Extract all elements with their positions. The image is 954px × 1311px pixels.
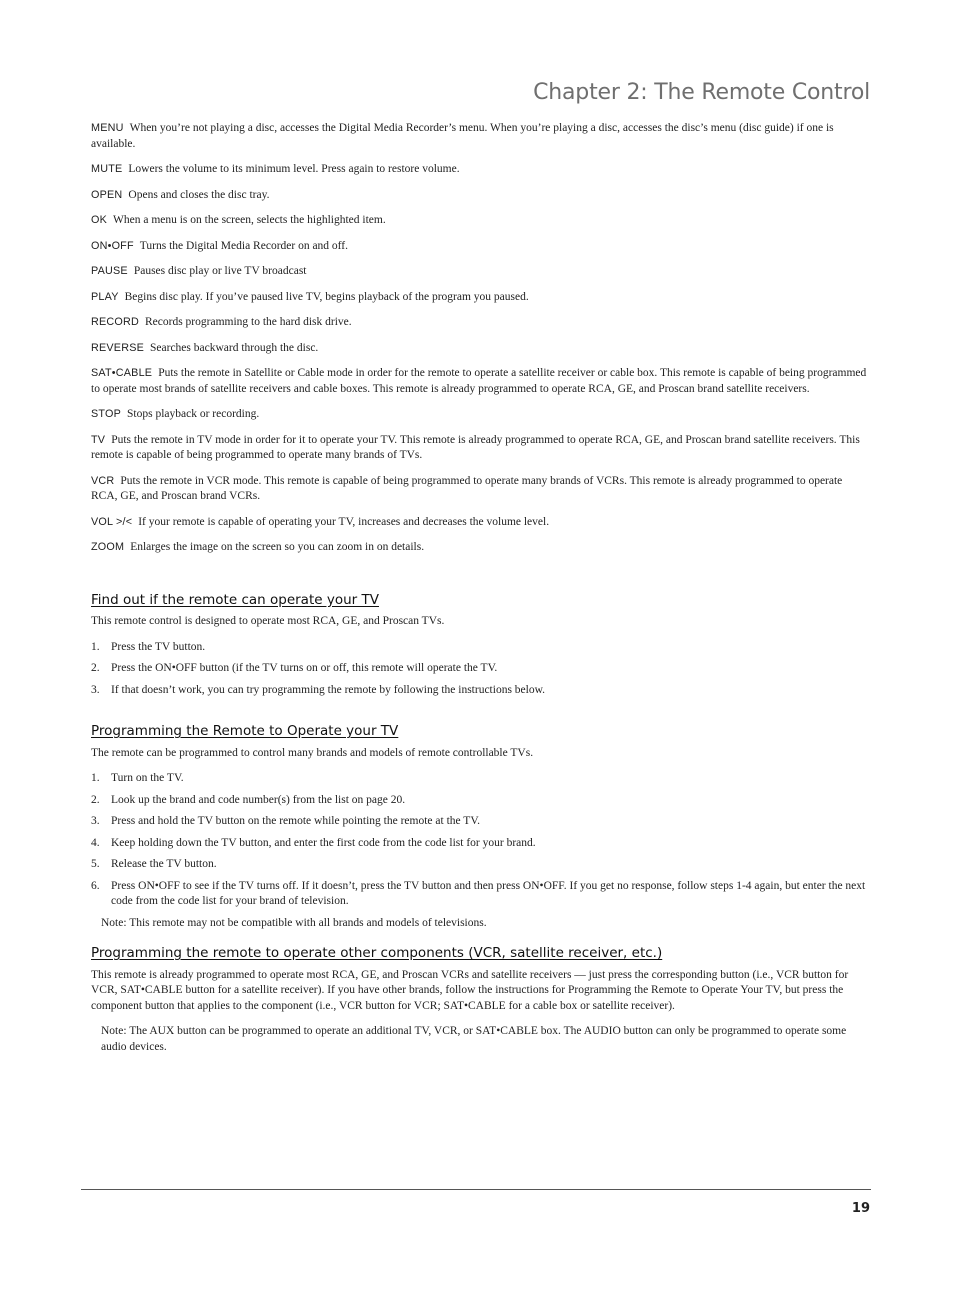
definition-term: OPEN bbox=[91, 188, 123, 201]
definition-text: Puts the remote in TV mode in order for it to operate your TV. This remote is already programmed to operate RCA, GE, and Proscan brand satellite receivers. This remote is capable of being programmed to operate many brands of TVs. bbox=[91, 433, 860, 461]
step-text: Press and hold the TV button on the remote while pointing the remote at the TV. bbox=[111, 815, 481, 827]
definition-text: Opens and closes the disc tray. bbox=[128, 188, 270, 201]
list-item bbox=[91, 836, 870, 852]
definition-stop bbox=[91, 407, 870, 423]
section-intro: The remote can be programmed to control many brands and models of remote controllable TVs. bbox=[91, 746, 534, 759]
definition-term: STOP bbox=[91, 408, 122, 420]
step-number: 6. bbox=[91, 879, 100, 892]
note: Note: The AUX button can be programmed to operate an additional TV, VCR, or SAT•CABLE box. The AUDIO button can only be programmed to operate some audio devices. bbox=[101, 1025, 847, 1053]
list-item bbox=[91, 771, 870, 787]
definition-text: When you’re not playing a disc, accesses the Digital Media Recorder’s menu. When you’re playing a disc, accesses the disc’s menu (disc guide) if one is available. bbox=[91, 122, 834, 150]
definition-play bbox=[91, 290, 870, 306]
step-number: 3. bbox=[91, 815, 100, 827]
list-item bbox=[91, 661, 870, 677]
definition-term: PLAY bbox=[91, 290, 119, 303]
list-item bbox=[91, 879, 870, 910]
definition-text: Puts the remote in Satellite or Cable mode in order for the remote to operate a satellite receiver or cable box. This remote is capable of being programmed to operate most brands of satellite receivers and cable boxes. This remote is already programmed to operate RCA, GE, and Proscan brand satellite receivers. bbox=[91, 367, 867, 395]
step-text: If that doesn’t work, you can try programming the remote by following the instructions below. bbox=[111, 683, 546, 696]
page-content bbox=[91, 121, 870, 1065]
definition-sat-cable bbox=[91, 366, 870, 397]
definition-vcr bbox=[91, 474, 870, 505]
step-number: 5. bbox=[91, 858, 100, 870]
definition-on-off bbox=[91, 239, 870, 255]
definition-term: MENU bbox=[91, 122, 124, 134]
definition-term: TV bbox=[91, 433, 106, 446]
list-item bbox=[91, 640, 870, 656]
definition-term: REVERSE bbox=[91, 341, 145, 354]
step-number: 4. bbox=[91, 836, 100, 849]
footer-divider bbox=[81, 1189, 871, 1190]
list-item bbox=[91, 793, 870, 809]
definition-text: Lowers the volume to its minimum level. Press again to restore volume. bbox=[128, 163, 460, 175]
definition-term: VOL >/< bbox=[91, 515, 133, 528]
step-text: Keep holding down the TV button, and enter the first code from the code list for your brand. bbox=[111, 836, 536, 849]
definition-text: When a menu is on the screen, selects the highlighted item. bbox=[113, 214, 386, 226]
step-text: Press the TV button. bbox=[111, 640, 206, 653]
definition-text: Begins disc play. If you’ve paused live TV, begins playback of the program you paused. bbox=[124, 290, 529, 303]
definition-term: PAUSE bbox=[91, 265, 128, 277]
section-title-other-components: Programming the remote to operate other components (VCR, satellite receiver, etc.) bbox=[91, 945, 663, 961]
step-text: Look up the brand and code number(s) from the list on page 20. bbox=[111, 793, 406, 806]
definition-text: If your remote is capable of operating your TV, increases and decreases the volume level. bbox=[138, 515, 550, 528]
step-text: Release the TV button. bbox=[111, 858, 217, 870]
definition-record bbox=[91, 315, 870, 331]
step-number: 2. bbox=[91, 793, 100, 806]
definition-text: Stops playback or recording. bbox=[127, 408, 260, 420]
definition-term: VCR bbox=[91, 474, 115, 487]
step-number: 2. bbox=[91, 662, 100, 674]
section-title-programming-tv: Programming the Remote to Operate your TV bbox=[91, 723, 399, 739]
section-body: This remote is already programmed to operate most RCA, GE, and Proscan VCRs and satellite receivers — just press the corresponding button (i.e., VCR button for VCR, SAT•CABLE button for a satellite receiver). If you have other brands, follow the instructions for Programming the Remote to Operate Your TV, but press the component button that applies to the component (i.e., VCR button for VCR; SAT•CABLE for a cable box or satellite receiver). bbox=[91, 968, 849, 1012]
step-text: Turn on the TV. bbox=[111, 772, 184, 784]
steps-list bbox=[91, 771, 870, 910]
button-definitions bbox=[91, 121, 870, 556]
page-number: 19 bbox=[851, 1201, 870, 1216]
definition-term: RECORD bbox=[91, 316, 139, 328]
definition-text: Searches backward through the disc. bbox=[150, 341, 319, 354]
definition-text: Puts the remote in VCR mode. This remote is capable of being programmed to operate many brands of VCRs. This remote is already programmed to operate RCA, GE, and Proscan brand VCRs. bbox=[91, 474, 843, 502]
step-text: Press the ON•OFF button (if the TV turns on or off, this remote will operate the TV. bbox=[111, 662, 498, 674]
definition-tv bbox=[91, 433, 870, 464]
step-number: 3. bbox=[91, 683, 100, 696]
definition-term: OK bbox=[91, 214, 107, 226]
definition-ok bbox=[91, 213, 870, 229]
chapter-title: Chapter 2: The Remote Control bbox=[533, 80, 870, 105]
list-item bbox=[91, 814, 870, 830]
steps-list bbox=[91, 640, 870, 699]
definition-term: MUTE bbox=[91, 163, 123, 175]
definition-open bbox=[91, 188, 870, 204]
definition-text: Pauses disc play or live TV broadcast bbox=[133, 265, 307, 277]
definition-pause bbox=[91, 264, 870, 280]
definition-text: Turns the Digital Media Recorder on and off. bbox=[139, 239, 349, 252]
definition-term: ZOOM bbox=[91, 541, 125, 553]
definition-text: Enlarges the image on the screen so you can zoom in on details. bbox=[130, 541, 425, 553]
definition-text: Records programming to the hard disk drive. bbox=[145, 316, 352, 328]
note: Note: This remote may not be compatible with all brands and models of televisions. bbox=[101, 916, 487, 929]
list-item bbox=[91, 857, 870, 873]
definition-mute bbox=[91, 162, 870, 178]
step-number: 1. bbox=[91, 772, 100, 784]
section-title-find-out: Find out if the remote can operate your TV bbox=[91, 591, 379, 608]
definition-term: SAT•CABLE bbox=[91, 367, 153, 379]
definition-vol bbox=[91, 515, 870, 531]
section-intro: This remote control is designed to operate most RCA, GE, and Proscan TVs. bbox=[91, 615, 445, 627]
step-text: Press ON•OFF to see if the TV turns off. If it doesn’t, press the TV button and then press ON•OFF. If you get no response, follow steps 1-4 again, but enter the next code from the code list for your brand of television. bbox=[111, 879, 866, 907]
definition-zoom bbox=[91, 540, 870, 556]
step-number: 1. bbox=[91, 640, 100, 653]
definition-term: ON•OFF bbox=[91, 239, 134, 252]
list-item bbox=[91, 683, 870, 699]
definition-menu bbox=[91, 121, 870, 152]
definition-reverse bbox=[91, 341, 870, 357]
